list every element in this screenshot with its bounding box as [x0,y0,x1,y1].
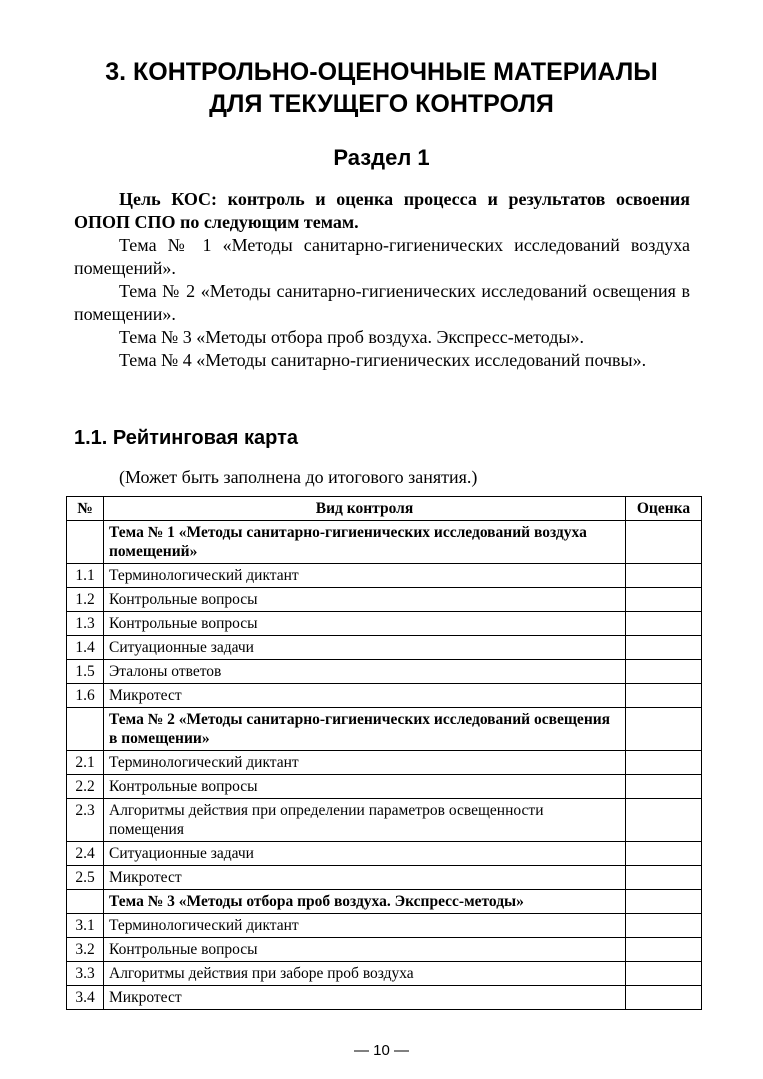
chapter-heading-line2: ДЛЯ ТЕКУЩЕГО КОНТРОЛЯ [209,90,554,118]
table-row [67,842,702,866]
table-row [67,799,702,842]
topic-title: Тема № 1 «Методы санитарно-гигиенических исследований воздуха помещений» [104,521,626,564]
grade-cell [626,521,702,564]
row-text: Терминологический диктант [104,564,626,588]
chapter-heading [60,56,703,120]
row-text: Ситуационные задачи [104,636,626,660]
table-row [67,660,702,684]
intro-text [74,188,690,372]
subsection-title: 1.1. Рейтинговая карта [74,427,299,449]
topic-paragraph: Тема № 3 «Методы отбора проб воздуха. Экспресс-методы». [119,327,584,347]
table-row [67,775,702,799]
row-num: 1.4 [67,636,104,660]
topic-title: Тема № 3 «Методы отбора проб воздуха. Экспресс-методы» [104,890,626,914]
rating-table [66,496,702,1010]
grade-cell [626,938,702,962]
chapter-heading-line1: 3. КОНТРОЛЬНО-ОЦЕНОЧНЫЕ МАТЕРИАЛЫ [105,58,658,86]
grade-cell [626,636,702,660]
table-row [67,564,702,588]
table-row [67,986,702,1010]
row-num: 2.5 [67,866,104,890]
header-num: № [67,497,104,521]
table-row [67,962,702,986]
topic-row [67,890,702,914]
table-row [67,636,702,660]
section-title: Раздел 1 [333,145,430,170]
row-text: Контрольные вопросы [104,588,626,612]
table-cell [67,890,104,914]
topic-paragraph: Тема № 2 «Методы санитарно-гигиенических исследований освещения в помещении». [74,281,690,324]
row-num: 1.6 [67,684,104,708]
topic-paragraph: Тема № 1 «Методы санитарно-гигиенических исследований воздуха помещений». [74,235,690,278]
goal-paragraph: Цель КОС: контроль и оценка процесса и результатов освоения ОПОП СПО по следующим темам. [74,189,690,232]
row-num: 1.3 [67,612,104,636]
row-num: 3.3 [67,962,104,986]
row-text: Алгоритмы действия при определении параметров освещенности помещения [104,799,626,842]
grade-cell [626,986,702,1010]
table-row [67,938,702,962]
row-num: 3.4 [67,986,104,1010]
grade-cell [626,588,702,612]
grade-cell [626,660,702,684]
topic-title: Тема № 2 «Методы санитарно-гигиенических исследований освещения в помещении» [104,708,626,751]
table-row [67,612,702,636]
row-text: Терминологический диктант [104,751,626,775]
grade-cell [626,962,702,986]
grade-cell [626,799,702,842]
grade-cell [626,890,702,914]
row-text: Алгоритмы действия при заборе проб воздуха [104,962,626,986]
page-number: — 10 — [353,1042,410,1059]
row-num: 1.1 [67,564,104,588]
row-num: 2.3 [67,799,104,842]
row-num: 1.2 [67,588,104,612]
header-type: Вид контроля [104,497,626,521]
grade-cell [626,914,702,938]
grade-cell [626,612,702,636]
table-header-row [67,497,702,521]
row-text: Микротест [104,866,626,890]
grade-cell [626,564,702,588]
table-note: (Может быть заполнена до итогового занятия.) [119,467,478,487]
row-text: Микротест [104,684,626,708]
row-text: Эталоны ответов [104,660,626,684]
row-text: Ситуационные задачи [104,842,626,866]
grade-cell [626,684,702,708]
table-cell [67,708,104,751]
table-row [67,914,702,938]
row-num: 1.5 [67,660,104,684]
topic-paragraph: Тема № 4 «Методы санитарно-гигиенических исследований почвы». [119,350,647,370]
row-num: 3.2 [67,938,104,962]
row-text: Терминологический диктант [104,914,626,938]
grade-cell [626,866,702,890]
grade-cell [626,708,702,751]
row-num: 2.1 [67,751,104,775]
row-num: 2.4 [67,842,104,866]
topic-row [67,521,702,564]
row-num: 2.2 [67,775,104,799]
grade-cell [626,751,702,775]
table-cell [67,521,104,564]
table-row [67,684,702,708]
row-text: Контрольные вопросы [104,938,626,962]
grade-cell [626,842,702,866]
row-text: Контрольные вопросы [104,775,626,799]
row-num: 3.1 [67,914,104,938]
table-row [67,588,702,612]
table-row [67,751,702,775]
grade-cell [626,775,702,799]
topic-row [67,708,702,751]
header-grade: Оценка [626,497,702,521]
table-row [67,866,702,890]
row-text: Контрольные вопросы [104,612,626,636]
row-text: Микротест [104,986,626,1010]
